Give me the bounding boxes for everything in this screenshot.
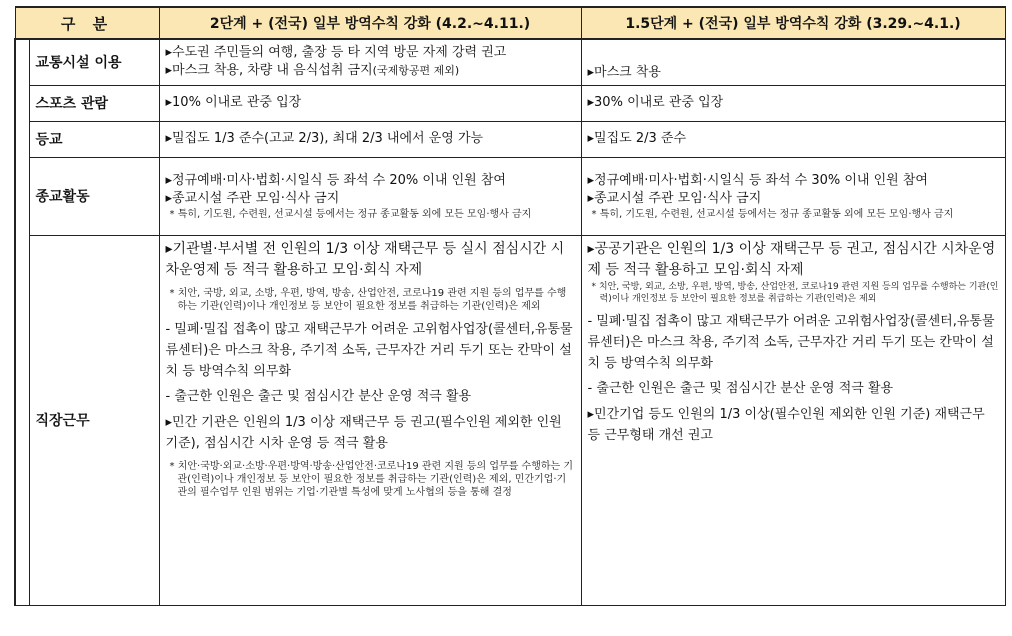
school-stage2-line1: ▸밀집도 1/3 준수(고교 2/3), 최대 2/3 내에서 운영 가능 <box>165 131 484 146</box>
work-stage15-p4: ▸민간기업 등도 인원의 1/3 이상(필수인원 제외한 인원 기준) 재택근무 등 근무형태 개선 권고 <box>587 406 985 443</box>
sports-stage2-cell <box>159 85 581 121</box>
religion-stage2-cell <box>159 157 581 235</box>
work-stage2-note1: * 치안, 국방, 외교, 소방, 우편, 방역, 방송, 산업안전, 코로나19 관련 지원 등의 업무를 수행하는 기관(인력)이나 개인정보 등 보안이 필요한 정보를 취급하는 기관(인력)은 제외 <box>169 287 567 312</box>
header-stage2: 2단계 + (전국) 일부 방역수칙 강화 (4.2.~4.11.) <box>159 7 581 39</box>
work-stage15-p1: ▸공공기관은 인원의 1/3 이상 재택근무 등 권고, 점심시간 시차운영제 등 적극 활용하고 모임·회식 자제 <box>587 240 996 278</box>
transport-stage2-cell <box>159 39 581 85</box>
work-stage15-p2: - 밀폐·밀집 접촉이 많고 재택근무가 어려운 고위험사업장(콜센터,유통물류센터)은 마스크 착용, 주기적 소독, 근무자간 거리 두기 또는 칸막이 설치 등 방역수칙 의무화 <box>587 313 995 371</box>
work-stage2-cell <box>159 235 581 605</box>
row-label-religion: 종교활동 <box>29 157 159 235</box>
table-row <box>15 121 1005 157</box>
table-row <box>15 85 1005 121</box>
work-stage15-note1: * 치안, 국방, 외교, 소방, 우편, 방역, 방송, 산업안전, 코로나19 관련 지원 등의 업무를 수행하는 기관(인력)이나 개인정보 등 보안이 필요한 정보를 취급하는 기관(인력)은 제외 <box>591 281 999 304</box>
religion-stage15-cell <box>581 157 1005 235</box>
table-header-row <box>15 7 1005 39</box>
religion-stage2-line1: ▸정규예배·미사·법회·시일식 등 좌석 수 20% 이내 인원 참여 <box>165 172 506 188</box>
policy-table-container <box>14 6 1004 606</box>
work-stage2-p4: ▸민간 기관은 인원의 1/3 이상 재택근무 등 권고(필수인원 제외한 인원 기준), 점심시간 시차 운영 등 적극 활용 <box>165 414 562 451</box>
row-label-sports: 스포츠 관람 <box>29 85 159 121</box>
transport-stage2-line2: ▸마스크 착용, 차량 내 음식섭취 금지 <box>165 63 373 79</box>
religion-stage15-line2: ▸종교시설 주관 모임·식사 금지 <box>587 190 762 206</box>
table-row <box>15 235 1005 605</box>
religion-stage2-note: * 특히, 기도원, 수련원, 선교시설 등에서는 정규 종교활동 외에 모든 모임·행사 금지 <box>169 208 532 220</box>
row-label-work: 직장근무 <box>29 235 159 605</box>
religion-stage15-line1: ▸정규예배·미사·법회·시일식 등 좌석 수 30% 이내 인원 참여 <box>587 172 928 188</box>
work-stage2-p1: ▸기관별·부서별 전 인원의 1/3 이상 재택근무 등 실시 점심시간 시차운영제 등 적극 활용하고 모임·회식 자제 <box>165 240 565 278</box>
school-stage2-cell <box>159 121 581 157</box>
religion-stage15-note: * 특히, 기도원, 수련원, 선교시설 등에서는 정규 종교활동 외에 모든 모임·행사 금지 <box>591 208 954 220</box>
table-row <box>15 39 1005 85</box>
policy-comparison-table <box>14 6 1006 606</box>
sports-stage2-line1: ▸10% 이내로 관중 입장 <box>165 95 302 110</box>
transport-stage2-line2-note: (국제항공편 제외) <box>372 64 460 78</box>
header-stage15: 1.5단계 + (전국) 일부 방역수칙 강화 (3.29.~4.1.) <box>581 7 1005 39</box>
school-stage15-line1: ▸밀집도 2/3 준수 <box>587 131 687 146</box>
work-stage2-note2: * 치안·국방·외교·소방·우편·방역·방송·산업안전·코로나19 관련 지원 등의 업무를 수행하는 기관(인력)이나 개인정보 등 보안이 필요한 정보를 취급하는 기관(인력)은 제외, 민간기업·기관의 필수업무 인원 범위는 기업·기관별 특성에 맞게 노사협의 등을 통해 결정 <box>169 460 574 498</box>
table-row <box>15 157 1005 235</box>
work-stage2-p3: - 출근한 인원은 출근 및 점심시간 분산 운영 적극 활용 <box>165 388 472 404</box>
header-category: 구 분 <box>15 7 159 39</box>
transport-stage15-cell <box>581 39 1005 85</box>
row-label-transport: 교통시설 이용 <box>29 39 159 85</box>
transport-stage15-line1: ▸마스크 착용 <box>587 64 661 80</box>
row-gutter <box>15 39 29 605</box>
row-label-school: 등교 <box>29 121 159 157</box>
work-stage2-p2: - 밀폐·밀집 접촉이 많고 재택근무가 어려운 고위험사업장(콜센터,유통물류센터)은 마스크 착용, 주기적 소독, 근무자간 거리 두기 또는 칸막이 설치 등 방역수칙 의무화 <box>165 321 573 379</box>
transport-stage2-line2-wrap <box>166 62 575 80</box>
sports-stage15-cell <box>581 85 1005 121</box>
sports-stage15-line1: ▸30% 이내로 관중 입장 <box>587 95 724 110</box>
school-stage15-cell <box>581 121 1005 157</box>
transport-stage2-line1: ▸수도권 주민들의 여행, 출장 등 타 지역 방문 자제 강력 권고 <box>165 45 507 61</box>
work-stage15-cell <box>581 235 1005 605</box>
work-stage15-p3: - 출근한 인원은 출근 및 점심시간 분산 운영 적극 활용 <box>587 380 894 396</box>
religion-stage2-line2: ▸종교시설 주관 모임·식사 금지 <box>165 190 340 206</box>
